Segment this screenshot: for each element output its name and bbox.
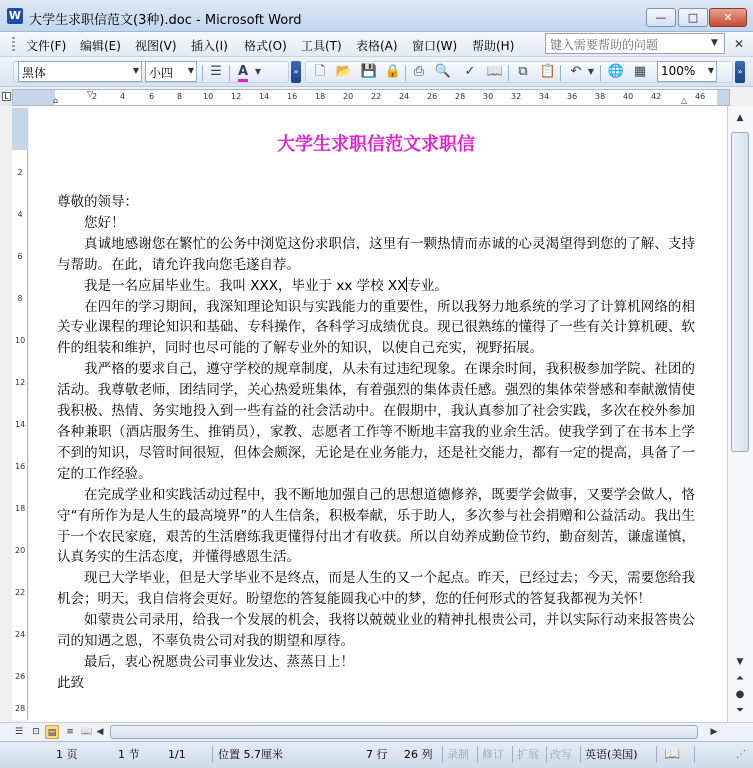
research-icon[interactable]: 📖 [486,64,504,79]
status-page-of[interactable]: 1/1 [168,748,186,761]
status-bar [0,741,753,768]
ruler-number: 10 [15,336,26,345]
ruler-number: 2 [17,168,23,177]
ruler-number: 40 [623,92,634,101]
minimize-button[interactable]: — [646,8,676,27]
chevron-down-icon[interactable]: ▼ [711,38,718,48]
status-separator [694,746,695,763]
close-document-icon[interactable]: ✕ [734,37,745,51]
ruler-number: 24 [399,92,410,101]
paragraph-text[interactable]: 我是一名应届毕业生。我叫 XXX，毕业于 xx 学校 XX [84,277,407,294]
ruler-number: 16 [287,92,298,101]
ruler-number: 14 [259,92,270,101]
ruler-number: 18 [15,504,26,513]
status-separator [212,746,213,763]
ruler-number: 28 [15,704,26,713]
print-preview-icon[interactable]: 🔍 [434,64,452,79]
print-layout-view-icon[interactable]: ▤ [45,725,59,739]
menu-help[interactable]: 帮助(H) [472,39,515,53]
chevron-down-icon[interactable]: ▼ [132,66,139,75]
previous-page-icon[interactable]: ⏶ [736,673,744,684]
scroll-down-icon[interactable]: ▼ [736,657,744,667]
status-separator [580,746,581,763]
scroll-right-icon[interactable]: ▶ [710,727,718,737]
status-line[interactable]: 7 行 [366,748,388,761]
ruler-number: 6 [17,252,23,261]
status-extend[interactable]: 扩展 [517,748,539,761]
greeting[interactable]: 您好！ [84,214,125,231]
next-page-icon[interactable]: ⏷ [736,705,744,716]
close-button[interactable]: ✕ [709,8,747,27]
paragraph[interactable]: 现已大学毕业，但是大学毕业不是终点，而是人生的又一个起点。昨天，已经过去；今天，需要您给我机会；明天，我自信将会更好。盼望您的答复能圆我心中的梦，您的任何形式的答复我都视为关怀！ [57,570,695,608]
menu-file[interactable]: 文件(F) [26,39,67,53]
browse-object-icon[interactable]: ● [735,689,745,700]
tab-stop-selector[interactable]: L [2,92,11,101]
toolbar-separator [405,65,406,81]
new-icon[interactable]: 🗋 [314,64,326,79]
status-page[interactable]: 1 页 [56,748,78,761]
paragraph[interactable] [57,276,695,297]
paragraph[interactable]: 真诚地感谢您在繁忙的公务中浏览这份求职信，这里有一颗热情而赤诚的心灵渴望得到您的了解、支持与帮助。在此，请允许我向您毛遂自荐。 [57,235,695,273]
document-page[interactable] [29,106,727,722]
salutation[interactable]: 尊敬的领导： [57,194,138,210]
horizontal-ruler[interactable] [12,89,730,106]
ruler-number: 8 [177,92,183,101]
formatting-toolbar [0,57,753,87]
chevron-down-icon[interactable]: ▼ [254,67,262,76]
closing[interactable]: 此致 [57,674,84,691]
document-title[interactable]: 大学生求职信范文求职信 [277,134,475,155]
ruler-number: 24 [15,630,26,639]
ruler-number: 18 [315,92,326,101]
ruler-number: 42 [651,92,662,101]
status-separator [477,746,478,763]
print-icon[interactable]: ⎙ [413,64,425,79]
zoom-select[interactable] [657,61,717,82]
ruler-number: 26 [15,672,26,681]
menu-window[interactable]: 窗口(W) [412,39,458,53]
ruler-number: 16 [15,462,26,471]
right-indent-icon[interactable]: △ [681,96,688,105]
word-app-icon[interactable]: W [8,9,22,22]
paragraph[interactable]: 在四年的学习期间，我深知理论知识与实践能力的重要性，所以我努力地系统的学习了计算机网络的相关专业课程的理论知识和基础、专科操作，各科学习成绩优良。现已很熟练的懂得了一些有关计算机硬、软件的组装和维护，同时也尽可能的了解专业外的知识，以使自己充实，视野拓展。 [57,298,695,357]
ruler-number: 12 [15,378,26,387]
reading-view-icon[interactable]: 📖 [81,727,93,737]
status-separator [656,746,657,763]
ruler-number: 22 [371,92,382,101]
align-justify-icon[interactable]: ☰ [210,64,222,79]
toolbar-separator [508,65,509,81]
menu-table[interactable]: 表格(A) [356,39,398,53]
status-separator [512,746,513,763]
toolbar-separator [229,65,230,81]
paragraph-text[interactable]: 专业。 [407,277,448,294]
horizontal-scrollbar[interactable] [0,722,753,741]
ruler-number: 12 [231,92,242,101]
chevron-down-icon[interactable]: ▼ [187,66,194,75]
font-name-value: 黑体 [22,66,47,80]
ruler-number: 36 [567,92,578,101]
font-color-icon: A [238,64,248,82]
resize-grip-icon[interactable]: ⋰ [736,749,746,760]
toolbar-options-chevron[interactable]: » [291,61,301,83]
chevron-down-icon[interactable]: ▼ [707,66,714,75]
copy-icon[interactable]: ⧉ [518,64,528,79]
font-name-select[interactable] [18,61,142,82]
window-title: 大学生求职信范文(3种).doc - Microsoft Word [29,13,302,28]
ruler-number: 2 [92,92,98,101]
ruler-number: 4 [120,92,126,101]
font-color-button[interactable] [234,64,252,81]
vertical-ruler[interactable] [12,108,28,720]
status-separator [442,746,443,763]
status-overtype[interactable]: 改写 [550,748,572,761]
vertical-scroll-thumb[interactable] [731,132,749,452]
paste-icon[interactable]: 📋 [539,64,557,79]
paragraph[interactable]: 如蒙贵公司录用，给我一个发展的机会，我将以兢兢业业的精神扎根贵公司，并以实际行动来报答贵公司的知遇之恩，不辜负贵公司对我的期望和厚待。 [57,612,695,650]
paragraph[interactable]: 最后，衷心祝愿贵公司事业发达、蒸蒸日上！ [84,653,354,670]
ruler-number: 6 [149,92,155,101]
hyperlink-icon[interactable]: 🌐 [607,64,625,79]
status-language[interactable]: 英语(美国) [585,748,638,761]
ruler-number: 32 [511,92,522,101]
status-record[interactable]: 录制 [447,748,469,761]
menu-grip-handle[interactable] [12,37,15,52]
spelling-status-icon[interactable]: 📖 [664,747,681,762]
ruler-number: 4 [17,210,23,219]
menu-view[interactable]: 视图(V) [135,39,177,53]
font-size-select[interactable] [145,61,197,82]
font-size-value: 小四 [149,66,174,80]
document-body[interactable] [57,130,695,694]
menu-tools[interactable]: 工具(T) [301,39,342,53]
ruler-number: 38 [595,92,606,101]
undo-icon[interactable]: ↶ [570,64,582,79]
ruler-number: 22 [15,588,26,597]
scroll-left-icon[interactable]: ◀ [96,727,104,737]
permission-icon[interactable]: 🔒 [384,64,402,79]
left-margin-area [13,90,55,105]
status-track-changes[interactable]: 修订 [482,748,504,761]
paragraph[interactable]: 我严格的要求自己，遵守学校的规章制度，从未有过违纪现象。在课余时间，我积极参加学院、社团的活动。我尊敬老师，团结同学，关心热爱班集体，有着强烈的集体责任感。强烈的集体荣誉感和奉献激情使我积极、热情、务实地投入到一些有益的社会活动中。在假期中，我认真参加了社会实践，多次在校外参加各种兼职（酒店服务生、推销员），家教、志愿者工作等不断地丰富我的业余生活。使我学到了在书本上学不到的知识，尽管时间很短，但体会颇深，无论是在业务能力，还是社交能力，都有一定的提高，具备了一定的工作经验。 [57,361,695,482]
open-icon[interactable]: 📂 [335,64,353,79]
outline-view-icon[interactable]: ≡ [66,727,74,737]
chevron-down-icon[interactable]: ▼ [587,67,595,76]
ruler-number: 34 [539,92,550,101]
ruler-number: 26 [427,92,438,101]
status-separator [546,746,547,763]
help-search-input[interactable]: 键入需要帮助的问题 [545,33,725,54]
toolbar-separator [600,65,601,81]
ruler-number: 46 [695,92,706,101]
table-icon[interactable]: ▦ [633,64,647,79]
first-line-indent-icon[interactable]: ▽ [87,89,94,98]
status-section[interactable]: 1 节 [118,748,140,761]
ruler-number: 28 [455,92,466,101]
menu-insert[interactable]: 插入(I) [191,39,228,53]
normal-view-icon[interactable]: ☰ [14,727,24,737]
zoom-value: 100% [661,64,696,78]
vertical-scrollbar[interactable] [727,106,753,722]
paragraph[interactable]: 在完成学业和实践活动过程中，我不断地加强自己的思想道德修养，既要学会做事，又要学会做人，恪守“有所作为是人生的最高境界”的人生信条，积极奉献，乐于助人，多次参与社会捐赠和公益活动。我出生于一个农民家庭，艰苦的生活磨练我更懂得付出才有收获。所以自幼养成勤俭节约，勤奋刻苦，谦虚谨慎，认真务实的生活态度，并懂得感恩生活。 [57,486,695,566]
menu-format[interactable]: 格式(O) [244,39,287,53]
top-margin-area [12,108,28,150]
toolbar-options-chevron[interactable]: » [735,61,745,83]
horizontal-scroll-thumb[interactable] [110,725,698,739]
web-view-icon[interactable]: ⊡ [32,727,40,737]
right-margin-area [717,90,729,105]
save-icon[interactable]: 💾 [360,64,378,79]
indent-marker-icon[interactable]: ⌂ [53,96,59,105]
toolbar-separator [202,65,203,81]
ruler-number: 8 [17,294,23,303]
status-column[interactable]: 26 列 [404,748,433,761]
status-position[interactable]: 位置 5.7厘米 [218,748,283,761]
ruler-number: 20 [15,546,26,555]
ruler-number: 10 [203,92,214,101]
toolbar-separator [560,65,561,81]
ruler-number: 20 [343,92,354,101]
maximize-button[interactable]: □ [678,8,708,27]
title-bar [0,0,753,32]
ruler-number: 30 [483,92,494,101]
ruler-number: 14 [15,420,26,429]
spelling-icon[interactable]: ✓ [464,64,476,79]
scroll-up-icon[interactable]: ▲ [736,113,744,123]
menu-edit[interactable]: 编辑(E) [80,39,121,53]
